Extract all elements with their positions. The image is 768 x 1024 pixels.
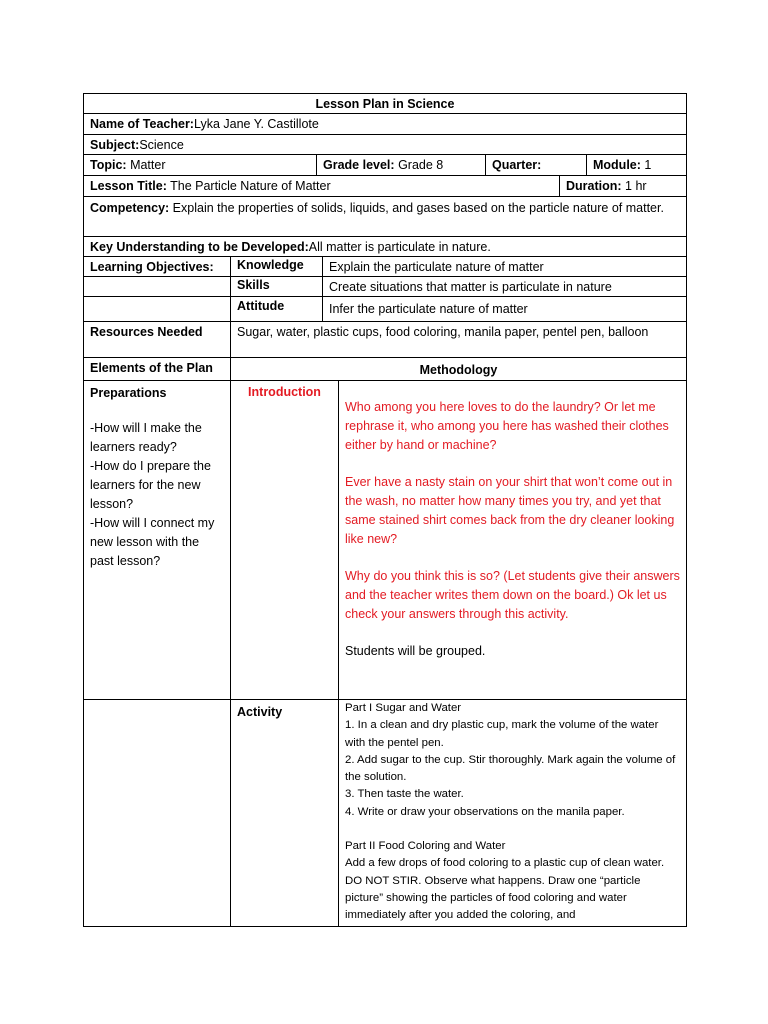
preparation-question: -How do I prepare the learners for the new lesson? (90, 459, 211, 511)
introduction-content (338, 380, 687, 700)
preparations-label: Preparations (90, 386, 167, 400)
key-understanding-value: All matter is particulate in nature. (308, 240, 491, 254)
module-value: 1 (644, 158, 652, 172)
activity-content (338, 699, 687, 927)
resources-value: Sugar, water, plastic cups, food coloring, manila paper, pentel pen, balloon (230, 321, 687, 358)
activity-label: Activity (230, 699, 339, 927)
objective-text-skills: Create situations that matter is particulate in nature (322, 276, 687, 297)
key-understanding-row (83, 236, 687, 257)
elements-label: Elements of the Plan (83, 357, 231, 381)
activity-step: 3. Then taste the water. (345, 788, 464, 801)
competency-row (83, 196, 687, 237)
grade-label: Grade level: (323, 158, 395, 172)
competency-label: Competency: (90, 201, 170, 215)
grade-cell (316, 154, 486, 176)
page-title: Lesson Plan in Science (83, 93, 687, 114)
subject-value: Science (139, 138, 184, 152)
methodology-label: Methodology (230, 357, 687, 381)
subject-row (83, 134, 687, 155)
preparation-question: -How will I connect my new lesson with the past lesson? (90, 516, 215, 568)
introduction-note: Students will be grouped. (345, 644, 486, 658)
teacher-label: Name of Teacher: (90, 117, 194, 131)
activity-part2-title: Part II Food Coloring and Water (345, 840, 506, 853)
introduction-paragraph: Why do you think this is so? (Let students give their answers and the teacher writes them down on the board.) Ok let us check your answers through this activity. (345, 569, 680, 621)
activity-step: 1. In a clean and dry plastic cup, mark the volume of the water with the pentel pen. (345, 719, 659, 749)
quarter-label: Quarter: (492, 158, 542, 172)
topic-value: Matter (130, 158, 166, 172)
objective-domain-attitude: Attitude (230, 296, 323, 322)
key-understanding-label: Key Understanding to be Developed: (90, 240, 309, 254)
activity-part1-title: Part I Sugar and Water (345, 702, 462, 714)
duration-label: Duration: (566, 179, 622, 193)
subject-label: Subject: (90, 138, 140, 152)
teacher-value: Lyka Jane Y. Castillote (193, 117, 319, 131)
objectives-blank-2 (83, 296, 231, 322)
lesson-title-cell (83, 175, 560, 197)
activity-step: 2. Add sugar to the cup. Stir thoroughly. Mark again the volume of the solution. (345, 753, 676, 784)
duration-cell (559, 175, 687, 197)
objective-domain-knowledge: Knowledge (230, 256, 323, 277)
quarter-cell (485, 154, 587, 176)
introduction-paragraph: Who among you here loves to do the laundry? Or let me rephrase it, who among you here has washed their clothes either by hand or machine? (345, 400, 669, 452)
lesson-title-label: Lesson Title: (90, 179, 167, 193)
objective-text-knowledge: Explain the particulate nature of matter (322, 256, 687, 277)
introduction-paragraph: Ever have a nasty stain on your shirt that won’t come out in the wash, no matter how many times you try, and yet that same stained shirt comes back from the dry cleaner looking like new? (345, 475, 675, 546)
module-cell (586, 154, 687, 176)
objectives-blank-1 (83, 276, 231, 297)
topic-label: Topic: (90, 158, 127, 172)
activity-part2-text: Add a few drops of food coloring to a plastic cup of clean water. DO NOT STIR. Observe what happens. Draw one “particle picture” showing the particles of food coloring and water immediately after you added the coloring, and (345, 857, 665, 922)
objectives-label: Learning Objectives: (83, 256, 231, 277)
preparations-cell (83, 380, 231, 700)
objective-text-attitude: Infer the particulate nature of matter (322, 296, 687, 322)
preparation-question: -How will I make the learners ready? (90, 421, 202, 454)
module-label: Module: (593, 158, 641, 172)
activity-blank-cell (83, 699, 231, 927)
resources-label: Resources Needed (83, 321, 231, 358)
introduction-label: Introduction (230, 380, 339, 700)
competency-value: Explain the properties of solids, liquids, and gases based on the particle nature of matter. (172, 201, 664, 215)
duration-value: 1 hr (625, 179, 647, 193)
teacher-row (83, 113, 687, 135)
objective-domain-skills: Skills (230, 276, 323, 297)
activity-step: 4. Write or draw your observations on the manila paper. (345, 805, 625, 818)
grade-value: Grade 8 (398, 158, 444, 172)
lesson-title-value: The Particle Nature of Matter (170, 179, 331, 193)
topic-cell (83, 154, 317, 176)
